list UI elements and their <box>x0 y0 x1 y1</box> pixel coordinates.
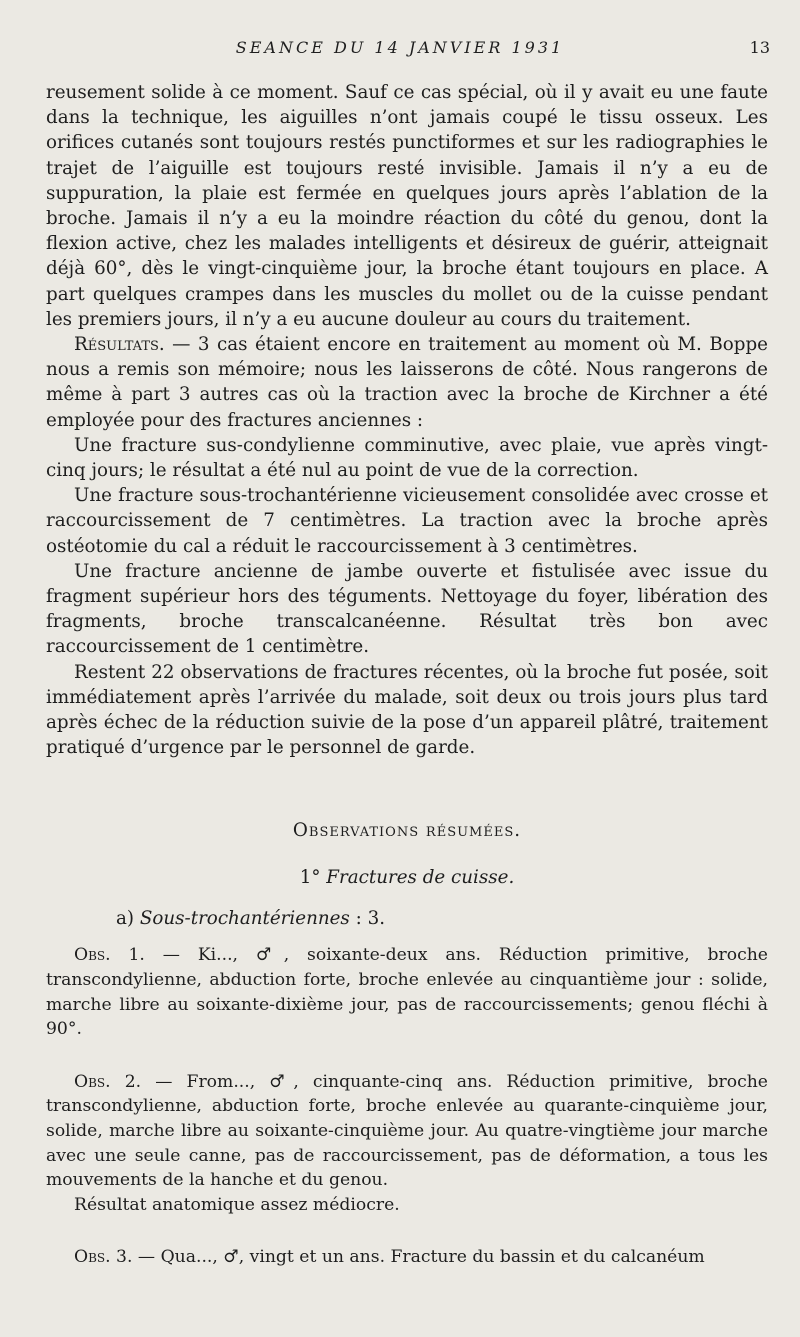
subsection-heading <box>46 867 768 888</box>
subsubsection-count: : 3. <box>355 908 386 930</box>
observation-1-text: — Ki..., ♂, soixante-deux ans. Réduction primitive, broche transcondylienne, abduction forte, broche enlevée au cinquantième jour : solide, marche libre au soixante-dixième jour, pas de raccourcissements; genou fléchi à 90°. <box>46 945 768 1040</box>
page-number: 13 <box>749 38 770 57</box>
observation-2 <box>46 1070 768 1193</box>
subsubsection-title: Sous-trochantériennes <box>139 908 350 930</box>
paragraph-case-1: Une fracture sus-condylienne comminutive, avec plaie, vue après vingt-cinq jours; le résultat a été nul au point de vue de la correction. <box>46 434 768 482</box>
paragraph-results <box>46 332 768 433</box>
subsubsection-label: a) <box>116 908 135 930</box>
subsection-number: 1° <box>299 867 321 889</box>
results-label: Résultats. <box>74 334 165 356</box>
paragraph-case-3: Une fracture ancienne de jambe ouverte et fistulisée avec issue du fragment supérieur hors des téguments. Nettoyage du foyer, libération des fragments, broche transcalcanéenne. Résultat très bon avec raccourcissement de 1 centimètre. <box>46 560 768 658</box>
paragraph-case-2: Une fracture sous-trochantérienne vicieusement consolidée avec crosse et raccourcissement de 7 centimètres. La traction avec la broche après ostéotomie du cal a réduit le raccourcissement à 3 centimètres. <box>46 485 768 557</box>
observation-2-label: Obs. 2. <box>74 1071 142 1092</box>
observation-2-text: — From..., ♂, cinquante-cinq ans. Réduction primitive, broche transcondylienne, abduction forte, broche enlevée au quarante-cinquième jour, solide, marche libre au soixante-cinquième jour. Au quatre-vingtième jour marche avec une seule canne, pas de raccourcissement, pas de déformation, a tous les mouvements de la hanche et du genou. <box>46 1071 768 1191</box>
observation-2-result: Résultat anatomique assez médiocre. <box>74 1194 400 1215</box>
results-text: — 3 cas étaient encore en traitement au moment où M. Boppe nous a remis son mémoire; nous les laisserons de côté. Nous rangerons de même à part 3 autres cas où la traction avec la broche de Kirchner a été employée pour des fractures anciennes : <box>46 334 768 431</box>
observation-1-label: Obs. 1. <box>74 945 145 966</box>
observation-3-label: Obs. 3. <box>74 1247 133 1268</box>
page-header <box>0 38 800 62</box>
observation-1 <box>46 943 768 1041</box>
paragraph-continuation: reusement solide à ce moment. Sauf ce cas spécial, où il y avait eu une faute dans la technique, les aiguilles n’ont jamais coupé le tissu osseux. Les orifices cutanés sont toujours restés punctiformes et sur les radiographies le trajet de l’aiguille est toujours resté invisible. Jamais il n’y a eu de suppuration, la plaie est fermée en quelques jours après l’ablation de la broche. Jamais il n’y a eu la moindre réaction du côté du genou, dont la flexion active, chez les malades intelligents et désireux de guérir, atteignait déjà 60°, dès le vingt-cinquième jour, la broche étant toujours en place. A part quelques crampes dans les muscles du mollet ou de la cuisse pendant les premiers jours, il n’y a eu aucune douleur au cours du traitement. <box>46 82 768 330</box>
subsection-title: Fractures de cuisse. <box>326 867 515 889</box>
section-title: Observations résumées. <box>292 820 522 842</box>
subsubsection-heading <box>46 908 768 929</box>
observation-3-text: — Qua..., ♂, vingt et un ans. Fracture du bassin et du calcanéum <box>132 1247 705 1268</box>
running-title: SEANCE DU 14 JANVIER 1931 <box>235 38 565 57</box>
paragraph-remaining: Restent 22 observations de fractures récentes, où la broche fut posée, soit immédiatement après l’arrivée du malade, soit deux ou trois jours plus tard après échec de la réduction suivie de la pose d’un appareil plâtré, traitement pratiqué d’urgence par le personnel de garde. <box>46 661 768 759</box>
page-body <box>46 80 768 1270</box>
observation-3 <box>46 1245 768 1270</box>
